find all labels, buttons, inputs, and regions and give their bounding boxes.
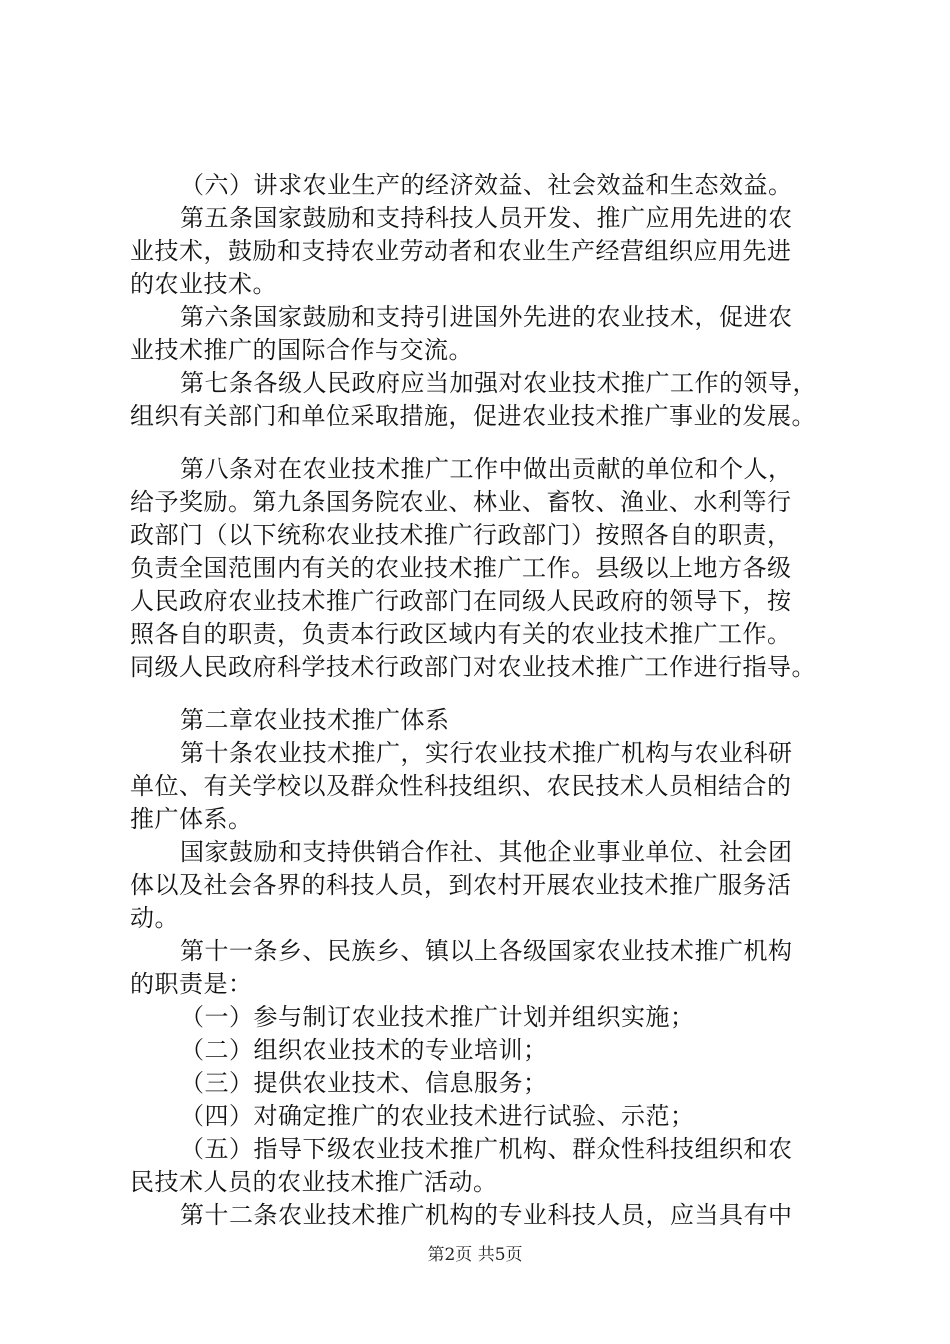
page-number: 第2页 共5页 bbox=[427, 1245, 523, 1265]
text-line: 负责全国范围内有关的农业技术推广工作。县级以上地方各级 bbox=[130, 554, 792, 582]
text-line: 国家鼓励和支持供销合作社、其他企业事业单位、社会团 bbox=[180, 838, 793, 866]
text-line: 第十一条乡、民族乡、镇以上各级国家农业技术推广机构 bbox=[180, 937, 793, 965]
text-line: 照各自的职责，负责本行政区域内有关的农业技术推广工作。 bbox=[130, 620, 792, 648]
text-line: 动。 bbox=[130, 904, 179, 932]
text-line: 业技术，鼓励和支持农业劳动者和农业生产经营组织应用先进 bbox=[130, 237, 792, 265]
text-line: 第十条农业技术推广，实行农业技术推广机构与农业科研 bbox=[180, 739, 793, 767]
chapter-heading: 第二章农业技术推广体系 bbox=[180, 706, 450, 734]
list-item: （一）参与制订农业技术推广计划并组织实施； bbox=[180, 1003, 695, 1031]
text-line: 人民政府农业技术推广行政部门在同级人民政府的领导下，按 bbox=[130, 587, 792, 615]
text-line: （六）讲求农业生产的经济效益、社会效益和生态效益。 bbox=[180, 171, 793, 199]
text-line: 第七条各级人民政府应当加强对农业技术推广工作的领导， bbox=[180, 369, 817, 397]
text-line: 第六条国家鼓励和支持引进国外先进的农业技术，促进农 bbox=[180, 303, 793, 331]
list-item: （二）组织农业技术的专业培训； bbox=[180, 1036, 548, 1064]
text-line: 的职责是： bbox=[130, 970, 253, 998]
text-line: 给予奖励。第九条国务院农业、林业、畜牧、渔业、水利等行 bbox=[130, 488, 792, 516]
text-line: 推广体系。 bbox=[130, 805, 253, 833]
text-line: 组织有关部门和单位采取措施，促进农业技术推广事业的发展。 bbox=[130, 402, 816, 430]
text-line: 单位、有关学校以及群众性科技组织、农民技术人员相结合的 bbox=[130, 772, 792, 800]
list-item: （四）对确定推广的农业技术进行试验、示范； bbox=[180, 1102, 695, 1130]
text-line: 业技术推广的国际合作与交流。 bbox=[130, 336, 473, 364]
text-line: 第五条国家鼓励和支持科技人员开发、推广应用先进的农 bbox=[180, 204, 793, 232]
text-line: 体以及社会各界的科技人员，到农村开展农业技术推广服务活 bbox=[130, 871, 792, 899]
list-item: （三）提供农业技术、信息服务； bbox=[180, 1069, 548, 1097]
text-line: 第十二条农业技术推广机构的专业科技人员，应当具有中 bbox=[180, 1201, 793, 1229]
text-line: 同级人民政府科学技术行政部门对农业技术推广工作进行指导。 bbox=[130, 653, 816, 681]
text-line: 第八条对在农业技术推广工作中做出贡献的单位和个人， bbox=[180, 455, 793, 483]
text-line: 政部门（以下统称农业技术推广行政部门）按照各自的职责， bbox=[130, 521, 792, 549]
text-line: 的农业技术。 bbox=[130, 270, 277, 298]
text-line: 民技术人员的农业技术推广活动。 bbox=[130, 1168, 498, 1196]
list-item: （五）指导下级农业技术推广机构、群众性科技组织和农 bbox=[180, 1135, 793, 1163]
